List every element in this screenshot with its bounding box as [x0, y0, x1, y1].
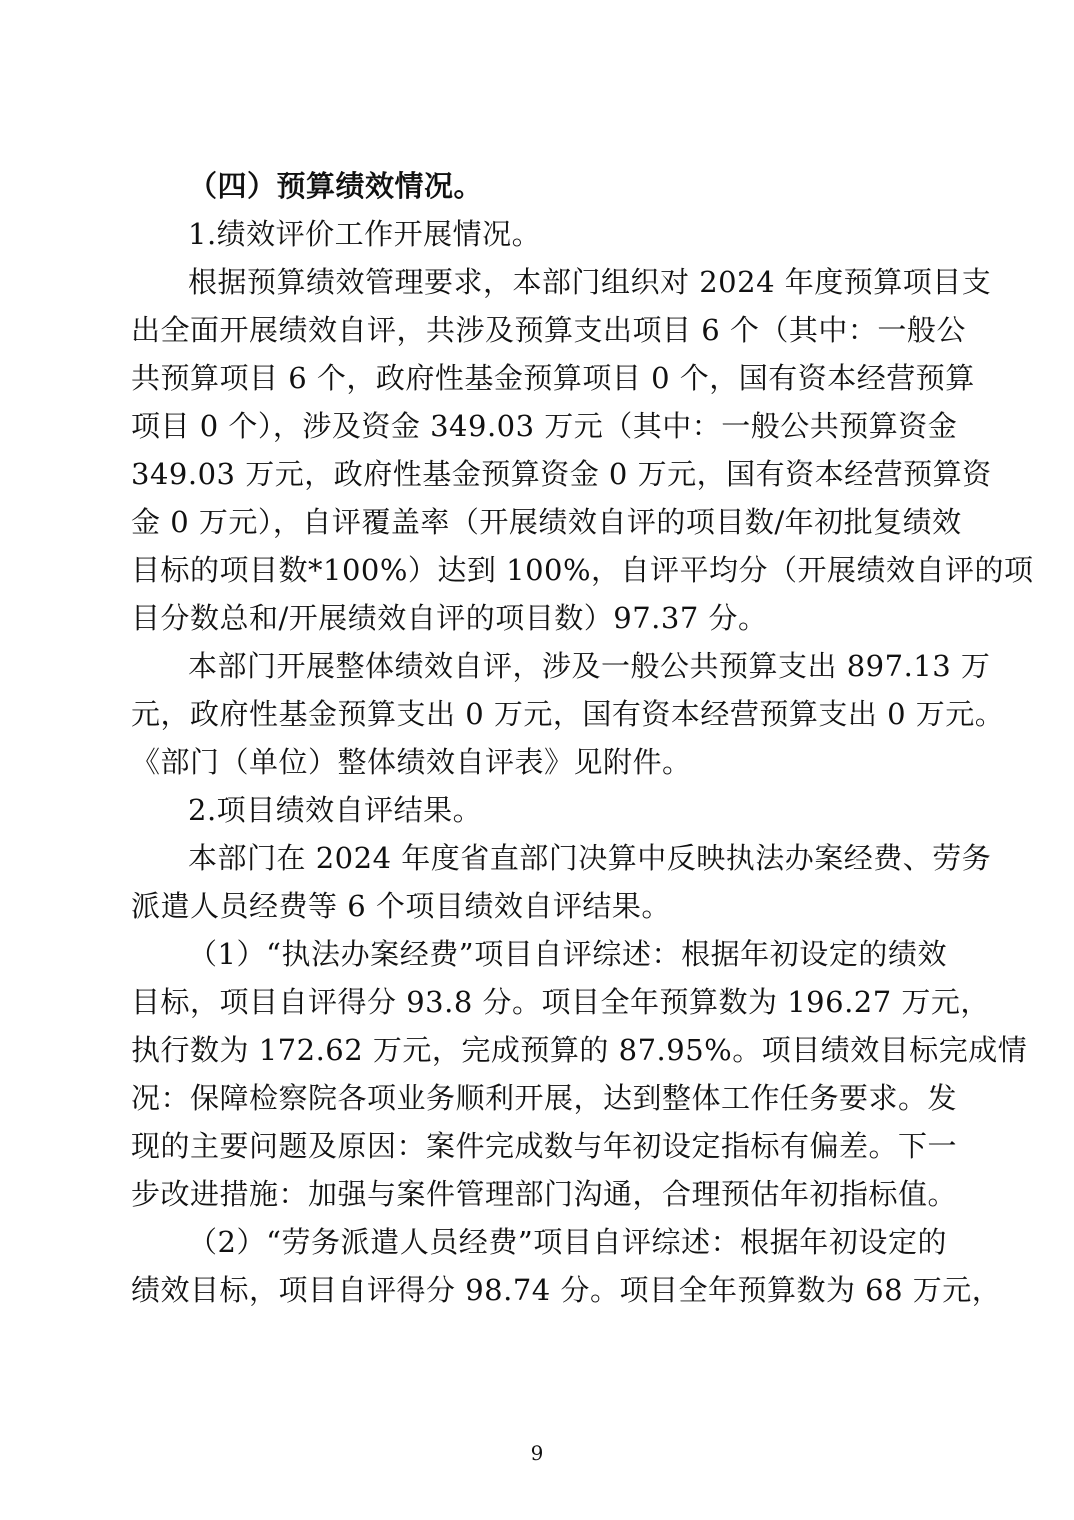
paragraph-line: 目分数总和/开展绩效自评的项目数）97.37 分。 [131, 601, 768, 635]
paragraph-line: 执行数为 172.62 万元，完成预算的 87.95%。项目绩效目标完成情 [131, 1033, 1028, 1067]
paragraph-line: 项目 0 个），涉及资金 349.03 万元（其中：一般公共预算资金 [131, 409, 958, 443]
paragraph-line: （1）“执法办案经费”项目自评综述：根据年初设定的绩效 [188, 937, 947, 971]
paragraph-line: 况：保障检察院各项业务顺利开展，达到整体工作任务要求。发 [131, 1081, 958, 1115]
paragraph-line: 现的主要问题及原因：案件完成数与年初设定指标有偏差。下一 [131, 1129, 958, 1163]
paragraph-line: 《部门（单位）整体绩效自评表》见附件。 [131, 745, 692, 779]
subsection-heading-2: 2.项目绩效自评结果。 [188, 793, 483, 827]
paragraph-line: 349.03 万元，政府性基金预算资金 0 万元，国有资本经营预算资 [131, 457, 992, 491]
page-number: 9 [530, 1441, 544, 1465]
paragraph-line: 本部门开展整体绩效自评，涉及一般公共预算支出 897.13 万 [188, 649, 991, 683]
paragraph-line: 共预算项目 6 个，政府性基金预算项目 0 个，国有资本经营预算 [131, 361, 975, 395]
section-heading: （四）预算绩效情况。 [188, 169, 484, 203]
paragraph-line: 派遣人员经费等 6 个项目绩效自评结果。 [131, 889, 671, 923]
subsection-heading-1: 1.绩效评价工作开展情况。 [188, 217, 542, 251]
paragraph-line: 目标的项目数*100%）达到 100%，自评平均分（开展绩效自评的项 [131, 553, 1034, 587]
paragraph-line: 根据预算绩效管理要求，本部门组织对 2024 年度预算项目支 [188, 265, 992, 299]
paragraph-line: 金 0 万元），自评覆盖率（开展绩效自评的项目数/年初批复绩效 [131, 505, 962, 539]
paragraph-line: 目标，项目自评得分 93.8 分。项目全年预算数为 196.27 万元， [131, 985, 990, 1019]
paragraph-line: 本部门在 2024 年度省直部门决算中反映执法办案经费、劳务 [188, 841, 992, 875]
paragraph-line: 步改进措施：加强与案件管理部门沟通，合理预估年初指标值。 [131, 1177, 958, 1211]
paragraph-line: （2）“劳务派遣人员经费”项目自评综述：根据年初设定的 [188, 1225, 947, 1259]
paragraph-line: 出全面开展绩效自评，共涉及预算支出项目 6 个（其中：一般公 [131, 313, 966, 347]
paragraph-line: 元，政府性基金预算支出 0 万元，国有资本经营预算支出 0 万元。 [131, 697, 1005, 731]
paragraph-line: 绩效目标，项目自评得分 98.74 分。项目全年预算数为 68 万元， [131, 1273, 1002, 1307]
